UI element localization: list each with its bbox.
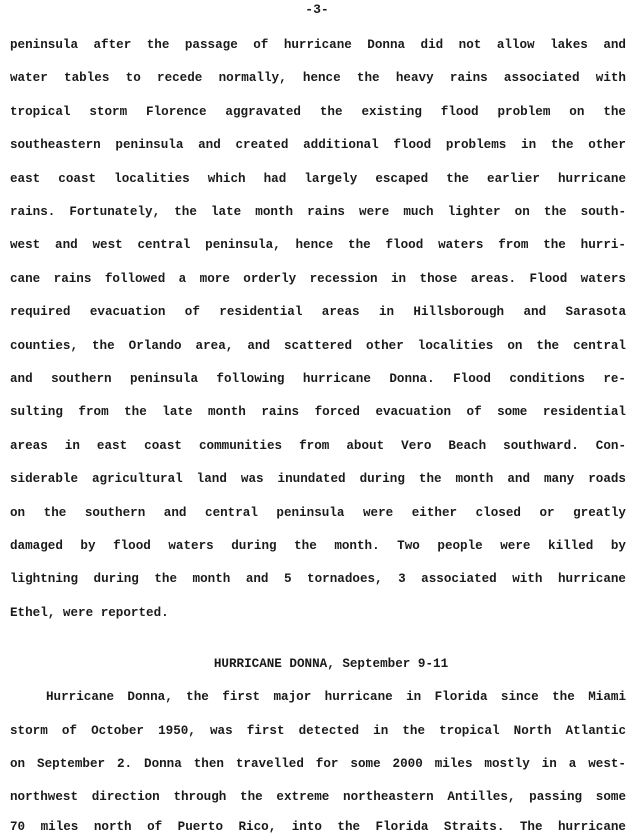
text-line: Ethel, were reported. (10, 606, 169, 620)
page-number: -3- (305, 2, 329, 17)
text-line: Hurricane Donna, the first major hurricane in Florida since the Miami (46, 690, 626, 704)
text-line: on the southern and central peninsula were either closed or greatly (10, 506, 626, 520)
text-line: east coast localities which had largely escaped the earlier hurricane (10, 172, 626, 186)
text-line: on September 2. Donna then travelled for some 2000 miles mostly in a west- (10, 757, 626, 771)
text-line: peninsula after the passage of hurricane Donna did not allow lakes and (10, 38, 626, 52)
text-line: rains. Fortunately, the late month rains were much lighter on the south- (10, 205, 626, 219)
text-line: siderable agricultural land was inundated during the month and many roads (10, 472, 626, 486)
text-line: and southern peninsula following hurricane Donna. Flood conditions re- (10, 372, 626, 386)
text-line: counties, the Orlando area, and scattered other localities on the central (10, 339, 626, 353)
text-line: water tables to recede normally, hence the heavy rains associated with (10, 71, 626, 85)
text-line: damaged by flood waters during the month. Two people were killed by (10, 539, 626, 553)
text-line: areas in east coast communities from about Vero Beach southward. Con- (10, 439, 626, 453)
text-line: northwest direction through the extreme northeastern Antilles, passing some (10, 790, 626, 804)
text-line: west and west central peninsula, hence the flood waters from the hurri- (10, 238, 626, 252)
text-line: sulting from the late month rains forced evacuation of some residential (10, 405, 626, 419)
section-heading: HURRICANE DONNA, September 9-11 (213, 657, 449, 671)
text-line: storm of October 1950, was first detected in the tropical North Atlantic (10, 724, 626, 738)
text-line: required evacuation of residential areas in Hillsborough and Sarasota (10, 305, 626, 319)
text-line: 70 miles north of Puerto Rico, into the Florida Straits. The hurricane (10, 820, 626, 834)
text-line: tropical storm Florence aggravated the existing flood problem on the (10, 105, 626, 119)
text-line: southeastern peninsula and created additional flood problems in the other (10, 138, 626, 152)
text-line: cane rains followed a more orderly recession in those areas. Flood waters (10, 272, 626, 286)
text-line: lightning during the month and 5 tornadoes, 3 associated with hurricane (10, 572, 626, 586)
